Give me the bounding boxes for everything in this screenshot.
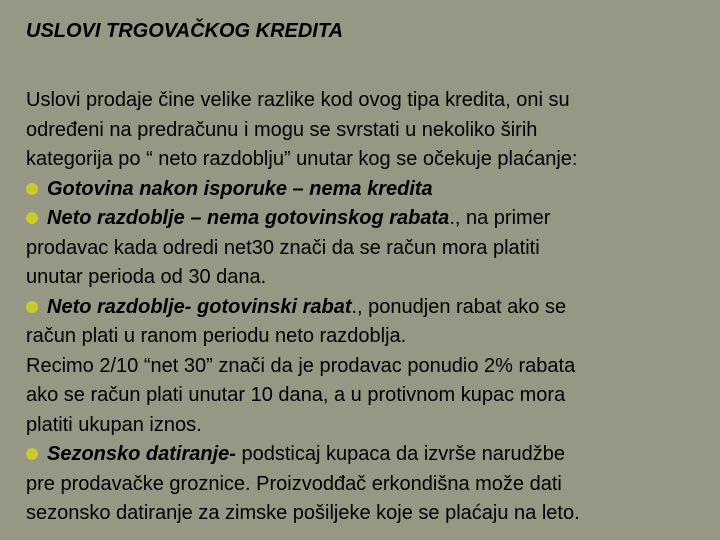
bullet-term: Neto razdoblje- gotovinski rabat xyxy=(47,295,352,318)
bullet-continuation: pre prodavačke groznice. Proizvodđač erkondišna može dati xyxy=(26,472,562,495)
bullet-text: podsticaj kupaca da izvrše narudžbe xyxy=(235,443,566,465)
bullet-continuation: račun plati u ranom periodu neto razdoblja. xyxy=(26,325,407,347)
bullet-text: ., na primer xyxy=(449,207,551,229)
bullet-continuation: ako se račun plati unutar 10 dana, a u protivnom kupac mora xyxy=(26,384,566,406)
bullet-dot-icon xyxy=(26,212,38,224)
bullet-dot-icon xyxy=(26,183,38,195)
bullet-item-discount xyxy=(26,293,716,323)
bullet-continuation: Recimo 2/10 “net 30” znači da je prodavac ponudio 2% rabata xyxy=(26,354,576,377)
bullet-dot-icon xyxy=(26,301,38,313)
paragraph-line: Uslovi prodaje čine velike razlike kod ovog tipa kredita, oni su xyxy=(26,89,570,111)
bullet-term: Gotovina nakon isporuke – nema kredita xyxy=(47,177,433,200)
bullet-continuation: unutar perioda od 30 dana. xyxy=(26,266,267,288)
bullet-text: ., ponudjen rabat ako se xyxy=(351,295,567,318)
bullet-continuation: sezonsko datiranje za zimske pošiljeke koje se plaćaju na leto. xyxy=(26,502,580,524)
slide-body xyxy=(26,86,716,529)
bullet-dot-icon xyxy=(26,448,38,460)
bullet-term: Neto razdoblje – nema gotovinskog rabata xyxy=(47,207,450,229)
bullet-item-seasonal xyxy=(26,440,716,470)
paragraph-line: određeni na predračunu i mogu se svrstati u nekoliko širih xyxy=(26,118,538,141)
bullet-continuation: prodavac kada odredi net30 znači da se račun mora platiti xyxy=(26,236,540,259)
slide-title: USLOVI TRGOVAČKOG KREDITA xyxy=(26,20,344,42)
paragraph-line: kategorija po “ neto razdoblju” unutar kog se očekuje plaćanje: xyxy=(26,148,578,170)
bullet-term: Sezonsko datiranje- xyxy=(47,443,236,465)
bullet-continuation: platiti ukupan iznos. xyxy=(26,413,202,436)
bullet-item-cash xyxy=(26,175,716,205)
bullet-item-net xyxy=(26,204,716,234)
